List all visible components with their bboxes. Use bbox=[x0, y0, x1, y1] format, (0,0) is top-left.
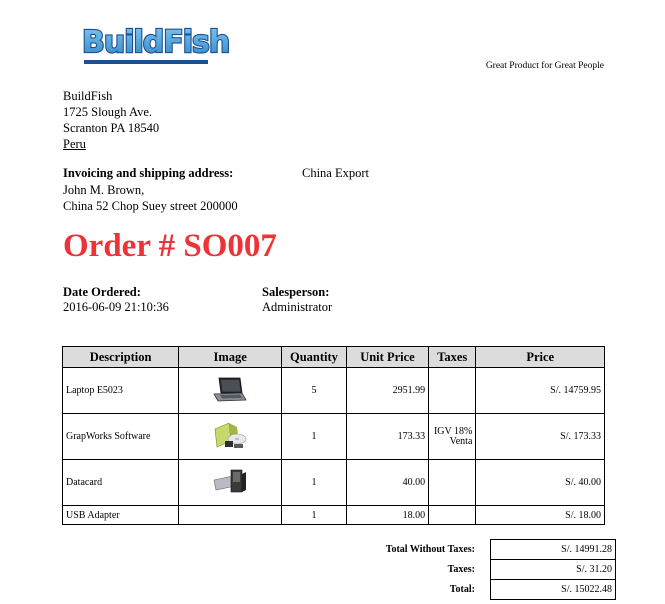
company-name: BuildFish bbox=[63, 89, 113, 103]
col-price: Price bbox=[476, 347, 605, 368]
company-city: Scranton PA 18540 bbox=[63, 121, 160, 135]
row-image bbox=[179, 460, 282, 506]
row-price: S/. 18.00 bbox=[476, 506, 605, 525]
row-unit-price: 173.33 bbox=[346, 414, 428, 460]
row-taxes bbox=[429, 368, 476, 414]
row-unit-price: 40.00 bbox=[346, 460, 428, 506]
invoice-address bbox=[63, 182, 238, 214]
totals-row bbox=[300, 560, 616, 580]
invoice-address-label: Invoicing and shipping address: bbox=[63, 166, 234, 180]
row-taxes: IGV 18% Venta bbox=[429, 414, 476, 460]
company-tagline: Great Product for Great People bbox=[485, 61, 604, 71]
row-quantity: 5 bbox=[282, 368, 347, 414]
row-description: Laptop E5023 bbox=[63, 368, 179, 414]
table-header-row bbox=[63, 347, 605, 368]
row-description: USB Adapter bbox=[63, 506, 179, 525]
laptop-icon bbox=[212, 374, 248, 404]
salesperson-value: Administrator bbox=[262, 300, 333, 314]
col-description: Description bbox=[63, 347, 179, 368]
row-taxes bbox=[429, 506, 476, 525]
table-row bbox=[63, 460, 605, 506]
shipping-name: China Export bbox=[302, 166, 370, 180]
col-image: Image bbox=[179, 347, 282, 368]
col-quantity: Quantity bbox=[282, 347, 347, 368]
row-price: S/. 40.00 bbox=[476, 460, 605, 506]
order-title: Order # SO007 bbox=[63, 228, 277, 264]
row-image bbox=[179, 368, 282, 414]
row-description: Datacard bbox=[63, 460, 179, 506]
company-logo bbox=[80, 20, 232, 68]
row-price: S/. 14759.95 bbox=[476, 368, 605, 414]
taxes-value: S/. 31.20 bbox=[491, 560, 616, 580]
totals-row bbox=[300, 580, 616, 600]
row-taxes bbox=[429, 460, 476, 506]
logo-text: BuildFish bbox=[82, 25, 230, 60]
customer-street: China 52 Chop Suey street 200000 bbox=[63, 199, 238, 213]
salesperson-label: Salesperson: bbox=[262, 285, 330, 299]
total-label: Total: bbox=[449, 584, 475, 595]
row-unit-price: 18.00 bbox=[346, 506, 428, 525]
row-unit-price: 2951.99 bbox=[346, 368, 428, 414]
col-unit-price: Unit Price bbox=[346, 347, 428, 368]
totals-row bbox=[300, 540, 616, 560]
company-country: Peru bbox=[63, 137, 86, 151]
row-quantity: 1 bbox=[282, 460, 347, 506]
date-ordered-label: Date Ordered: bbox=[63, 285, 141, 299]
order-lines-table bbox=[62, 346, 605, 525]
company-street: 1725 Slough Ave. bbox=[63, 105, 153, 119]
row-quantity: 1 bbox=[282, 506, 347, 525]
buildfish-logo-icon bbox=[80, 20, 232, 68]
customer-name: John M. Brown, bbox=[63, 183, 145, 197]
row-image bbox=[179, 506, 282, 525]
row-image bbox=[179, 414, 282, 460]
total-value: S/. 15022.48 bbox=[491, 580, 616, 600]
table-row bbox=[63, 414, 605, 460]
totals-table bbox=[300, 539, 616, 600]
table-row bbox=[63, 506, 605, 525]
software-box-icon bbox=[211, 419, 249, 451]
row-description: GrapWorks Software bbox=[63, 414, 179, 460]
row-quantity: 1 bbox=[282, 414, 347, 460]
row-price: S/. 173.33 bbox=[476, 414, 605, 460]
taxes-label: Taxes: bbox=[447, 564, 475, 575]
untaxed-label: Total Without Taxes: bbox=[385, 544, 475, 555]
date-ordered-value: 2016-06-09 21:10:36 bbox=[63, 300, 169, 314]
untaxed-value: S/. 14991.28 bbox=[491, 540, 616, 560]
col-taxes: Taxes bbox=[429, 347, 476, 368]
company-address bbox=[63, 88, 159, 152]
datacard-icon bbox=[211, 466, 249, 496]
table-row bbox=[63, 368, 605, 414]
